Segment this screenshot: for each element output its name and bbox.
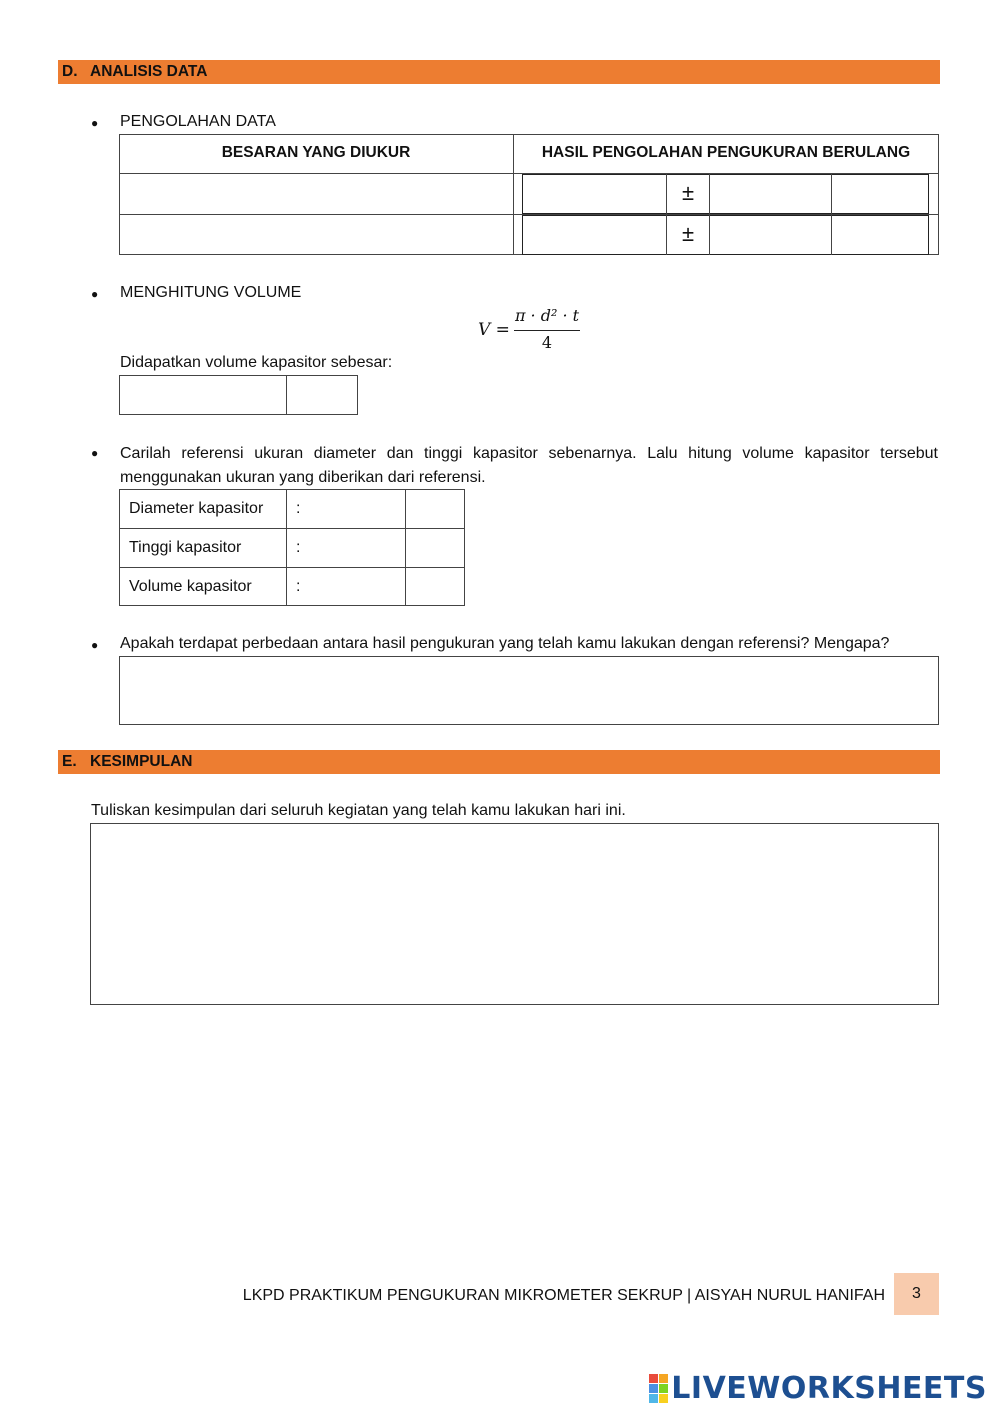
uncertainty-input-1[interactable] bbox=[711, 176, 830, 212]
volume-unit-input[interactable] bbox=[288, 377, 356, 413]
volume-result-text: Didapatkan volume kapasitor sebesar: bbox=[120, 354, 393, 371]
volume-ref-label: Volume kapasitor bbox=[129, 578, 252, 595]
mean-input-1[interactable] bbox=[524, 176, 665, 212]
liveworksheets-logo bbox=[649, 1371, 987, 1405]
measured-input-1[interactable] bbox=[121, 175, 511, 213]
page-number: 3 bbox=[894, 1273, 939, 1315]
diameter-colon: : bbox=[296, 500, 301, 517]
reference-instruction: Carilah referensi ukuran diameter dan tinggi kapasitor sebenarnya. Lalu hitung volume kapasitor tersebut menggunakan ukuran yang diberikan dari referensi. bbox=[120, 445, 938, 486]
section-e-header bbox=[58, 750, 940, 774]
header-result: HASIL PENGOLAHAN PENGUKURAN BERULANG bbox=[541, 144, 911, 161]
mean-input-2[interactable] bbox=[524, 217, 665, 253]
volume-label: MENGHITUNG VOLUME bbox=[120, 284, 302, 301]
unit-input-2[interactable] bbox=[833, 217, 928, 253]
formula-numerator: π · d² · t bbox=[514, 306, 580, 325]
plus-minus-icon: ± bbox=[681, 221, 695, 246]
bullet-icon: ● bbox=[91, 116, 99, 130]
volume-ref-colon: : bbox=[296, 578, 301, 595]
measured-input-2[interactable] bbox=[121, 216, 511, 254]
fraction-bar bbox=[514, 330, 580, 331]
question-text: Apakah terdapat perbedaan antara hasil pengukuran yang telah kamu lakukan dengan referensi? Mengapa? bbox=[120, 635, 890, 652]
section-d-letter: D. bbox=[62, 63, 78, 80]
kesimpulan-text: Tuliskan kesimpulan dari seluruh kegiatan yang telah kamu lakukan hari ini. bbox=[91, 802, 626, 819]
section-d-title: ANALISIS DATA bbox=[90, 63, 208, 80]
formula-lhs: V = bbox=[478, 320, 510, 340]
question-answer-input[interactable] bbox=[121, 658, 937, 723]
volume-ref-unit-input[interactable] bbox=[407, 569, 464, 605]
diameter-value-input[interactable] bbox=[306, 491, 404, 527]
bullet-icon: ● bbox=[91, 638, 99, 652]
section-e-title: KESIMPULAN bbox=[90, 753, 193, 770]
bullet-icon: ● bbox=[91, 446, 99, 460]
footer-title: LKPD PRAKTIKUM PENGUKURAN MIKROMETER SEKRUP | AISYAH NURUL HANIFAH bbox=[242, 1287, 885, 1304]
height-label: Tinggi kapasitor bbox=[129, 539, 242, 556]
unit-input-1[interactable] bbox=[833, 176, 928, 212]
diameter-unit-input[interactable] bbox=[407, 491, 464, 527]
uncertainty-input-2[interactable] bbox=[711, 217, 830, 253]
volume-value-input[interactable] bbox=[121, 377, 285, 413]
header-measured: BESARAN YANG DIUKUR bbox=[221, 144, 411, 161]
height-value-input[interactable] bbox=[306, 530, 404, 566]
liveworksheets-name: LIVEWORKSHEETS bbox=[671, 1370, 987, 1406]
plus-minus-icon: ± bbox=[681, 180, 695, 205]
height-unit-input[interactable] bbox=[407, 530, 464, 566]
section-d-header bbox=[58, 60, 940, 84]
liveworksheets-icon bbox=[649, 1374, 668, 1403]
bullet-icon: ● bbox=[91, 287, 99, 301]
formula-denominator: 4 bbox=[541, 333, 553, 352]
volume-ref-value-input[interactable] bbox=[306, 569, 404, 605]
diameter-label: Diameter kapasitor bbox=[129, 500, 264, 517]
section-e-letter: E. bbox=[62, 753, 77, 770]
kesimpulan-answer-input[interactable] bbox=[92, 825, 937, 1003]
pengolahan-label: PENGOLAHAN DATA bbox=[120, 113, 276, 130]
height-colon: : bbox=[296, 539, 301, 556]
